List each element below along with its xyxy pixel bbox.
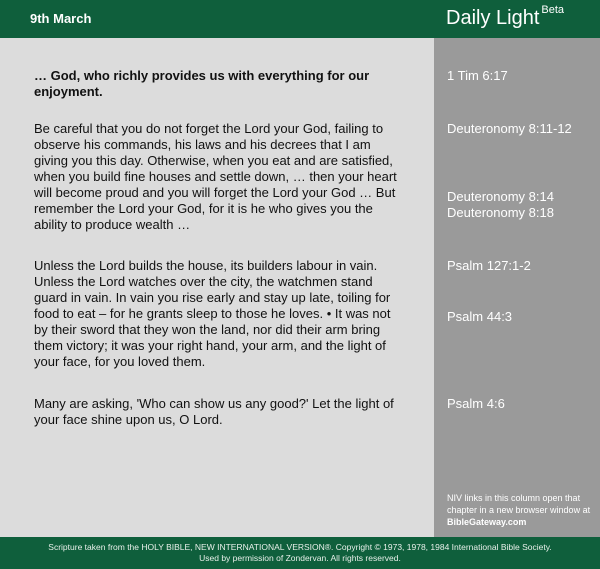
ref-link-psalm-4[interactable]: Psalm 4:6	[447, 396, 505, 411]
header-bar	[0, 0, 600, 38]
date-label: 9th March	[30, 11, 92, 26]
side-note	[447, 492, 597, 528]
passage-intro: … God, who richly provides us with everything for our enjoyment.	[34, 68, 370, 99]
app-title	[446, 4, 565, 30]
ref-link-1-tim-6-17[interactable]: 1 Tim 6:17	[447, 68, 508, 83]
ref-link-deut-8-18[interactable]: Deuteronomy 8:18	[447, 205, 554, 220]
ref-link-deut-8-14[interactable]: Deuteronomy 8:14	[447, 189, 554, 204]
ref-link-deut-8-11[interactable]: Deuteronomy 8:11-12	[447, 121, 572, 136]
copyright-line-2: Used by permission of Zondervan. All rights reserved.	[199, 553, 401, 563]
copyright-line-1: Scripture taken from the HOLY BIBLE, NEW INTERNATIONAL VERSION®. Copyright © 1973, 1978, 1984 International Bible Society.	[48, 542, 552, 552]
beta-tag: Beta	[541, 4, 565, 17]
reference-column	[434, 38, 600, 537]
biblegateway-link[interactable]: BibleGateway.com	[447, 517, 527, 527]
ref-link-psalm-127[interactable]: Psalm 127:1-2	[447, 258, 531, 273]
copyright-footer	[0, 537, 600, 569]
app-title-text: Daily Light	[446, 7, 540, 29]
passage-deuteronomy: Be careful that you do not forget the Lord your God, failing to observe his commands, his laws and his decrees that I am giving you this day. Otherwise, when you eat and are satisfied, when you build fine houses and settle down, … then your heart will become proud and you will forget the Lord your God … But remember the Lord your God, for it is he who gives you the ability to produce wealth …	[34, 121, 397, 232]
passage-psalm-4: Many are asking, 'Who can show us any good?' Let the light of your face shine upon us, O Lord.	[34, 396, 394, 427]
ref-link-psalm-44[interactable]: Psalm 44:3	[447, 309, 513, 324]
passage-psalm-127: Unless the Lord builds the house, its builders labour in vain. Unless the Lord watches over the city, the watchmen stand guard in vain. In vain you rise early and stay up late, toiling for food to eat – for he grants sleep to those he loves. • It was not by their sword that they won the land, nor did their arm bring them victory; it was your right hand, your arm, and the light of your face, for you loved them.	[34, 258, 391, 369]
side-note-text: NIV links in this column open that chapter in a new browser window at	[447, 493, 591, 515]
